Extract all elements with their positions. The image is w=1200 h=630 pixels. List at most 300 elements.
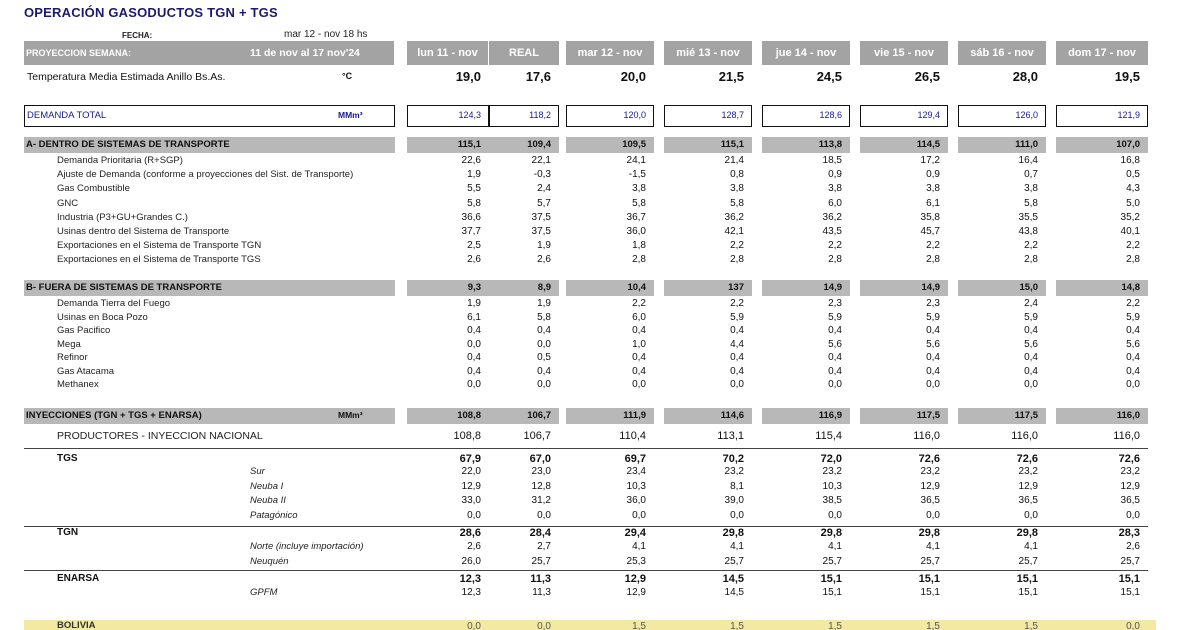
section-a-value: 115,1 (457, 139, 481, 150)
row-value: 12,9 (920, 480, 940, 492)
row-value: 24,1 (626, 155, 646, 166)
row-value: 25,7 (1120, 555, 1140, 567)
row-value: 2,2 (632, 298, 646, 309)
tgs-value: 72,6 (1118, 453, 1140, 465)
row-value: 5,8 (467, 197, 481, 209)
proyeccion-range: 11 de nov al 17 nov'24 (250, 47, 360, 59)
row-value: 0,0 (1126, 509, 1140, 521)
enarsa-value: 15,1 (918, 573, 940, 585)
productores-value: 115,4 (815, 430, 842, 442)
column-gap (948, 408, 958, 424)
bolivia-value: 1,5 (828, 621, 842, 630)
column-gap (654, 408, 664, 424)
tgs-value: 72,0 (820, 453, 842, 465)
section-a-value: 107,0 (1116, 139, 1140, 150)
row-value: 4,4 (730, 338, 744, 350)
row-value: 4,3 (1126, 183, 1140, 195)
row-value: 25,7 (822, 555, 842, 567)
enarsa-value: 12,9 (624, 573, 646, 585)
row-value: 0,0 (926, 509, 940, 521)
row-value: 37,5 (531, 211, 551, 223)
row-value: 4,1 (1024, 541, 1038, 552)
row-value: 23,2 (1018, 466, 1038, 477)
inyecciones-title: INYECCIONES (TGN + TGS + ENARSA) (26, 410, 202, 421)
row-value: 4,1 (632, 541, 646, 552)
row-label: Usinas dentro del Sistema de Transporte (57, 226, 230, 237)
temperature-value: 28,0 (1012, 69, 1038, 84)
column-header: mar 12 - nov (566, 41, 654, 65)
row-value: 0,4 (828, 325, 842, 336)
enarsa-value: 15,1 (1118, 573, 1140, 585)
row-value: 0,0 (926, 379, 940, 390)
row-value: 36,7 (626, 211, 646, 223)
row-label: GPFM (250, 587, 278, 598)
row-value: 36,5 (1120, 495, 1140, 506)
row-value: 2,8 (828, 254, 842, 266)
header-divider (488, 41, 489, 65)
productores-value: 116,0 (1011, 430, 1038, 442)
row-label: Refinor (57, 352, 88, 363)
tgn-value: 29,8 (820, 527, 842, 539)
bolivia-value: 1,5 (926, 621, 940, 630)
row-value: 0,4 (1126, 325, 1140, 336)
row-value: 5,0 (1126, 197, 1140, 209)
section-b-value: 137 (728, 282, 744, 293)
row-value: 39,0 (724, 495, 744, 506)
row-value: 5,9 (1126, 311, 1140, 323)
column-header: sáb 16 - nov (958, 41, 1046, 65)
row-label: Demanda Tierra del Fuego (57, 298, 171, 309)
row-value: 0,4 (1126, 352, 1140, 363)
row-value: 0,4 (467, 325, 481, 336)
tgs-value: 67,0 (529, 453, 551, 465)
row-value: 0,4 (537, 325, 551, 336)
row-value: 0,4 (467, 352, 481, 363)
row-value: 6,0 (828, 197, 842, 209)
productores-value: 113,1 (717, 430, 744, 442)
demanda-total-value: 118,2 (529, 110, 551, 120)
demanda-total-value: 128,6 (819, 110, 842, 120)
row-value: 0,4 (926, 325, 940, 336)
section-b-value: 14,8 (1121, 282, 1140, 293)
column-gap (654, 280, 664, 296)
row-value: 2,4 (537, 183, 551, 195)
temperature-unit: °C (342, 71, 353, 81)
section-a-value: 109,5 (622, 139, 646, 150)
bolivia-value: 1,5 (1024, 621, 1038, 630)
row-value: 5,9 (926, 311, 940, 323)
row-value: 23,2 (920, 466, 940, 477)
tgs-value: 72,6 (1016, 453, 1038, 465)
row-value: 25,7 (1018, 555, 1038, 567)
row-value: 0,9 (926, 169, 940, 181)
demanda-total-box (24, 105, 395, 127)
row-value: 5,7 (537, 197, 551, 209)
temperature-value: 20,0 (620, 69, 646, 84)
section-a-value: 111,0 (1015, 139, 1038, 150)
section-b-title: B- FUERA DE SISTEMAS DE TRANSPORTE (26, 282, 222, 293)
demanda-total-label: DEMANDA TOTAL (27, 110, 107, 121)
row-value: 0,4 (537, 365, 551, 377)
row-value: 0,4 (632, 365, 646, 377)
temperature-value: 26,5 (914, 69, 940, 84)
row-value: 0,0 (730, 379, 744, 390)
inyecciones-value: 116,0 (1116, 410, 1140, 421)
bolivia-value: 0,0 (537, 621, 551, 630)
row-value: 22,6 (461, 155, 481, 166)
row-value: 11,3 (532, 587, 551, 598)
row-value: 43,5 (822, 226, 842, 237)
row-value: 38,5 (822, 495, 842, 506)
row-value: 25,7 (531, 555, 551, 567)
row-value: 45,7 (920, 226, 940, 237)
row-value: 36,0 (626, 226, 646, 237)
row-value: 2,2 (926, 240, 940, 252)
row-value: 16,8 (1120, 155, 1140, 166)
row-value: 5,8 (730, 197, 744, 209)
column-gap (752, 408, 762, 424)
row-value: 0,4 (1024, 325, 1038, 336)
row-value: 6,1 (926, 197, 940, 209)
row-value: 10,3 (626, 480, 646, 492)
temperature-value: 19,0 (455, 69, 481, 84)
row-value: 2,6 (1126, 541, 1140, 552)
section-a-value: 115,1 (720, 139, 744, 150)
row-value: 5,5 (467, 183, 481, 195)
row-value: 31,2 (531, 495, 551, 506)
productores-value: 108,8 (453, 430, 481, 442)
row-value: 1,9 (537, 240, 551, 252)
row-value: 25,7 (724, 555, 744, 567)
row-value: 33,0 (461, 495, 481, 506)
row-value: 0,0 (1024, 509, 1038, 521)
column-gap (559, 280, 566, 296)
row-value: 4,1 (926, 541, 940, 552)
section-b-value: 15,0 (1019, 282, 1038, 293)
row-value: 0,0 (467, 379, 481, 390)
column-gap (1046, 408, 1056, 424)
row-value: 0,4 (730, 352, 744, 363)
row-value: 12,9 (626, 587, 646, 598)
row-value: 25,7 (920, 555, 940, 567)
row-value: 0,4 (730, 325, 744, 336)
column-gap (559, 408, 566, 424)
tgn-value: 28,4 (529, 527, 551, 539)
row-value: 3,8 (730, 183, 744, 195)
productores-value: 116,0 (1113, 430, 1140, 442)
row-value: 0,4 (1126, 365, 1140, 377)
row-value: 0,0 (537, 338, 551, 350)
row-value: 2,3 (828, 298, 842, 309)
column-header: dom 17 - nov (1056, 41, 1148, 65)
row-label: Neuba II (250, 495, 286, 506)
row-value: 36,5 (1018, 495, 1038, 506)
row-label: Demanda Prioritaria (R+SGP) (57, 155, 183, 166)
row-label: Exportaciones en el Sistema de Transporte TGS (57, 254, 261, 266)
inyecciones-value: 117,5 (1014, 410, 1038, 421)
row-value: 2,4 (1024, 298, 1038, 309)
row-value: 36,6 (461, 211, 481, 223)
row-value: 0,4 (926, 365, 940, 377)
tgn-value: 29,4 (624, 527, 646, 539)
row-label: Usinas en Boca Pozo (57, 311, 148, 323)
row-value: -0,3 (533, 169, 551, 181)
column-gap (850, 408, 860, 424)
row-value: 2,2 (1024, 240, 1038, 252)
tgs-value: 72,6 (918, 453, 940, 465)
row-label: Methanex (57, 379, 99, 390)
row-value: 14,5 (724, 587, 744, 598)
report-title: OPERACIÓN GASODUCTOS TGN + TGS (24, 5, 278, 20)
column-gap (395, 137, 407, 153)
column-header: jue 14 - nov (762, 41, 850, 65)
row-value: 6,0 (632, 311, 646, 323)
row-value: 35,8 (920, 211, 940, 223)
inyecciones-value: 114,6 (720, 410, 744, 421)
productores-value: 110,4 (619, 430, 646, 442)
column-header: REAL (489, 41, 559, 65)
row-value: 1,0 (632, 338, 646, 350)
column-gap (654, 137, 664, 153)
row-value: 2,8 (926, 254, 940, 266)
enarsa-value: 15,1 (820, 573, 842, 585)
row-value: 2,2 (828, 240, 842, 252)
row-value: 8,1 (730, 480, 744, 492)
row-value: 5,9 (1024, 311, 1038, 323)
row-value: 26,0 (461, 555, 481, 567)
row-value: 0,4 (467, 365, 481, 377)
row-value: 23,2 (1120, 466, 1140, 477)
row-value: 17,2 (920, 155, 940, 166)
row-label: Gas Pacifico (57, 325, 111, 336)
fecha-label: FECHA: (122, 31, 153, 40)
row-value: 0,8 (730, 169, 744, 181)
row-value: 0,0 (537, 509, 551, 521)
bolivia-value: 0,0 (1126, 621, 1140, 630)
row-value: 0,5 (1126, 169, 1140, 181)
row-value: 0,0 (537, 379, 551, 390)
row-value: 12,9 (1120, 480, 1140, 492)
row-value: 2,2 (730, 240, 744, 252)
bolivia-label: BOLIVIA (57, 620, 96, 630)
tgs-value: 69,7 (624, 453, 646, 465)
row-value: 0,0 (1024, 379, 1038, 390)
demanda-total-value: 128,7 (721, 110, 744, 120)
productores-label: PRODUCTORES - INYECCION NACIONAL (57, 430, 263, 442)
inyecciones-value: 106,7 (527, 410, 551, 421)
section-a-value: 113,8 (818, 139, 842, 150)
bolivia-value: 1,5 (730, 621, 744, 630)
inyecciones-unit: MMm³ (338, 410, 363, 420)
productores-value: 106,7 (523, 430, 551, 442)
row-label: Neuba I (250, 480, 284, 492)
column-header: lun 11 - nov (407, 41, 488, 65)
column-gap (850, 137, 860, 153)
row-value: 42,1 (724, 226, 744, 237)
tgs-label: TGS (57, 453, 78, 464)
temperature-value: 17,6 (525, 69, 551, 84)
column-gap (752, 137, 762, 153)
row-value: 1,8 (632, 240, 646, 252)
row-value: 0,4 (1024, 365, 1038, 377)
row-label: GNC (57, 197, 79, 209)
row-value: 36,2 (822, 211, 842, 223)
row-label: Industria (P3+GU+Grandes C.) (57, 211, 188, 223)
row-value: 2,3 (926, 298, 940, 309)
section-b-value: 9,3 (467, 282, 481, 293)
section-b-value: 14,9 (921, 282, 940, 293)
row-value: 2,8 (1024, 254, 1038, 266)
tgn-value: 29,8 (1016, 527, 1038, 539)
temperature-value: 19,5 (1114, 69, 1140, 84)
enarsa-value: 14,5 (722, 573, 744, 585)
row-value: 12,8 (531, 480, 551, 492)
row-value: 2,2 (730, 298, 744, 309)
fecha-value: mar 12 - nov 18 hs (284, 29, 368, 40)
row-label: Gas Combustible (57, 183, 130, 195)
bolivia-value: 1,5 (632, 621, 646, 630)
tgs-value: 67,9 (459, 453, 481, 465)
row-label: Mega (57, 338, 81, 350)
temperature-value: 24,5 (816, 69, 842, 84)
row-value: 23,2 (822, 466, 842, 477)
inyecciones-value: 116,9 (818, 410, 842, 421)
row-value: 36,2 (724, 211, 744, 223)
row-value: 21,4 (724, 155, 744, 166)
inyecciones-value: 117,5 (916, 410, 940, 421)
row-value: 23,2 (724, 466, 744, 477)
row-value: 0,0 (632, 509, 646, 521)
row-label: Sur (250, 466, 265, 477)
row-value: 0,4 (632, 352, 646, 363)
row-value: 0,0 (467, 509, 481, 521)
row-value: 0,4 (828, 365, 842, 377)
tgn-value: 29,8 (918, 527, 940, 539)
tgn-value: 29,8 (722, 527, 744, 539)
row-value: 2,8 (632, 254, 646, 266)
row-value: 5,6 (1024, 338, 1038, 350)
column-header: vie 15 - nov (860, 41, 948, 65)
row-value: 3,8 (632, 183, 646, 195)
demanda-total-value: 124,3 (458, 110, 481, 120)
row-value: 15,1 (822, 587, 842, 598)
row-value: 2,5 (467, 240, 481, 252)
enarsa-label: ENARSA (57, 573, 100, 584)
row-value: 15,1 (1018, 587, 1038, 598)
row-value: 15,1 (920, 587, 940, 598)
row-label: Neuquén (250, 555, 289, 567)
row-value: 0,4 (1024, 352, 1038, 363)
row-value: 5,8 (632, 197, 646, 209)
row-value: 1,9 (537, 298, 551, 309)
row-value: 22,1 (531, 155, 551, 166)
section-a-value: 114,5 (916, 139, 940, 150)
row-value: 3,8 (926, 183, 940, 195)
column-gap (1046, 137, 1056, 153)
row-value: 12,9 (1018, 480, 1038, 492)
row-value: 5,8 (1024, 197, 1038, 209)
column-gap (948, 280, 958, 296)
row-value: 0,9 (828, 169, 842, 181)
column-gap (948, 137, 958, 153)
temperature-label: Temperatura Media Estimada Anillo Bs.As. (27, 71, 226, 83)
enarsa-value: 12,3 (459, 573, 481, 585)
row-value: 3,8 (1024, 183, 1038, 195)
tgn-value: 28,6 (459, 527, 481, 539)
column-gap (850, 280, 860, 296)
enarsa-value: 11,3 (530, 573, 551, 585)
row-value: 12,3 (461, 587, 481, 598)
row-value: 35,5 (1018, 211, 1038, 223)
row-value: 2,6 (537, 254, 551, 266)
inyecciones-value: 111,9 (623, 410, 646, 421)
row-value: 0,4 (926, 352, 940, 363)
row-label: Norte (incluye importación) (250, 541, 364, 552)
demanda-total-value: 121,9 (1117, 110, 1140, 120)
row-label: Exportaciones en el Sistema de Transporte TGN (57, 240, 262, 252)
column-gap (752, 280, 762, 296)
row-value: 2,6 (467, 254, 481, 266)
row-value: 0,0 (828, 379, 842, 390)
group-divider (24, 570, 1148, 571)
row-value: 36,0 (626, 495, 646, 506)
section-b-value: 8,9 (537, 282, 551, 293)
tgn-value: 28,3 (1118, 527, 1140, 539)
row-value: 43,8 (1018, 226, 1038, 237)
row-value: -1,5 (628, 169, 646, 181)
bolivia-value: 0,0 (467, 621, 481, 630)
row-value: 22,0 (461, 466, 481, 477)
row-value: 2,8 (1126, 254, 1140, 266)
demanda-total-value: 120,0 (623, 110, 646, 120)
row-value: 4,1 (828, 541, 842, 552)
row-value: 2,8 (730, 254, 744, 266)
row-value: 5,9 (828, 311, 842, 323)
row-value: 0,0 (632, 379, 646, 390)
row-label: Gas Atacama (57, 365, 115, 377)
group-divider (24, 448, 1148, 449)
proyeccion-header-bar (24, 41, 394, 65)
column-gap (395, 280, 407, 296)
proyeccion-label: PROYECCION SEMANA: (26, 48, 132, 58)
row-value: 0,4 (828, 352, 842, 363)
row-value: 0,0 (730, 509, 744, 521)
productores-value: 116,0 (913, 430, 940, 442)
row-value: 0,4 (632, 325, 646, 336)
row-value: 10,3 (822, 480, 842, 492)
demanda-total-unit: MMm³ (338, 110, 363, 120)
enarsa-value: 15,1 (1016, 573, 1038, 585)
row-value: 25,3 (626, 555, 646, 567)
row-value: 0,5 (537, 352, 551, 363)
row-value: 1,9 (467, 169, 481, 181)
row-value: 2,2 (1126, 240, 1140, 252)
inyecciones-value: 108,8 (457, 410, 481, 421)
row-value: 23,0 (531, 466, 551, 477)
row-value: 5,6 (1126, 338, 1140, 350)
column-gap (395, 408, 407, 424)
row-value: 0,7 (1024, 169, 1038, 181)
section-a-title: A- DENTRO DE SISTEMAS DE TRANSPORTE (26, 139, 230, 150)
column-gap (559, 137, 566, 153)
row-value: 0,0 (467, 338, 481, 350)
section-b-value: 10,4 (627, 282, 646, 293)
row-value: 36,5 (920, 495, 940, 506)
temperature-value: 21,5 (718, 69, 744, 84)
row-value: 16,4 (1018, 155, 1038, 166)
row-value: 35,2 (1120, 211, 1140, 223)
row-value: 4,1 (730, 541, 744, 552)
